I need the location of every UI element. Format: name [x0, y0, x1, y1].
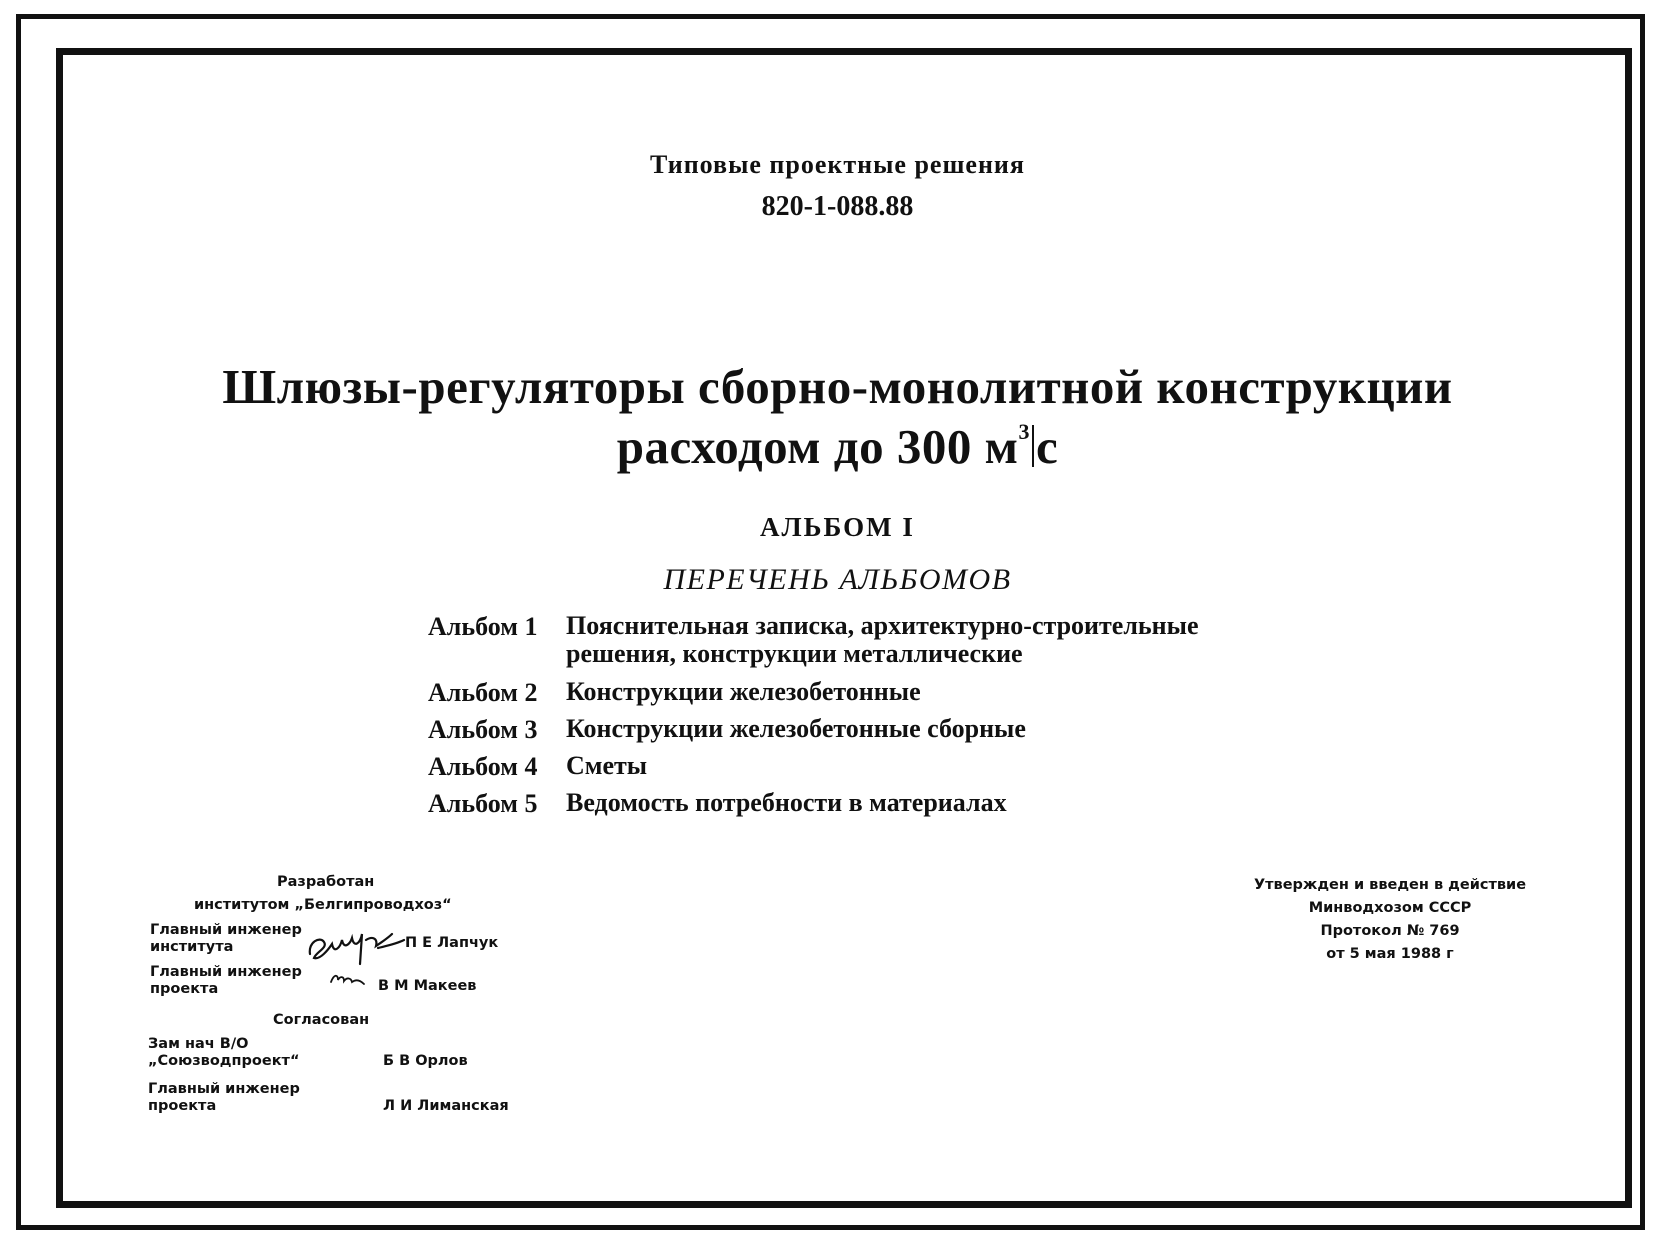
- chief-institute-name: П Е Лапчук: [405, 935, 499, 951]
- chief-project-label-line2: проекта: [150, 981, 219, 997]
- main-title-line2: [0, 418, 1675, 475]
- album-list: [428, 612, 1198, 826]
- chief-institute-label-line2: института: [150, 939, 234, 955]
- chief-project-label: [150, 964, 302, 998]
- deputy-label: [148, 1036, 299, 1070]
- chief-project-name: В М Макеев: [378, 978, 477, 994]
- album-list-item: [428, 752, 1198, 789]
- album-list-item: [428, 612, 1198, 678]
- signature-makeev-icon: [328, 968, 368, 992]
- project-code: 820-1-088.88: [761, 191, 914, 222]
- album-title-line2: решения, конструкции металлические: [566, 639, 1023, 668]
- developed-label: Разработан: [277, 874, 375, 890]
- signature-lapchuk-icon: [306, 920, 416, 970]
- album-title: Конструкции железобетонные сборные: [566, 714, 1026, 743]
- title-line2-prefix: расходом до 300 м: [616, 419, 1019, 474]
- main-title-line1: Шлюзы-регуляторы сборно-монолитной конструкции: [222, 359, 1453, 414]
- album-list-item: [428, 789, 1198, 826]
- unit-divider: [1032, 425, 1034, 467]
- title-unit-exponent: 3: [1018, 419, 1030, 444]
- album-list-heading: ПЕРЕЧЕНЬ АЛЬБОМОВ: [663, 563, 1012, 596]
- chief-institute-label: [150, 922, 302, 956]
- album-number: Альбом 3: [428, 715, 538, 744]
- album-list-item: [428, 678, 1198, 715]
- deputy-label-line1: Зам нач В/О: [148, 1036, 249, 1052]
- chief-engineer-name: Л И Лиманская: [383, 1098, 509, 1114]
- album-number: Альбом 4: [428, 752, 538, 781]
- approval-line4: от 5 мая 1988 г: [1326, 946, 1454, 962]
- chief-project-label-line1: Главный инженер: [150, 964, 302, 980]
- album-title: Конструкции железобетонные: [566, 677, 921, 706]
- series-title: Типовые проектные решения: [650, 150, 1025, 179]
- chief-engineer-label-line1: Главный инженер: [148, 1081, 300, 1097]
- album-list-item: [428, 715, 1198, 752]
- chief-institute-label-line1: Главный инженер: [150, 922, 302, 938]
- album-number: Альбом 2: [428, 678, 538, 707]
- approval-line2: Минводхозом СССР: [1308, 900, 1472, 916]
- title-line2-suffix: с: [1035, 419, 1059, 474]
- album-label: АЛЬБОМ I: [760, 512, 915, 542]
- album-title-line1: Пояснительная записка, архитектурно-строительные: [566, 611, 1199, 640]
- deputy-label-line2: „Союзводпроект“: [148, 1053, 300, 1069]
- approval-line1: Утвержден и введен в действие: [1253, 877, 1527, 893]
- album-title: Ведомость потребности в материалах: [566, 788, 1007, 817]
- approval-line3: Протокол № 769: [1320, 923, 1460, 939]
- chief-engineer-label-line2: проекта: [148, 1098, 217, 1114]
- album-number: Альбом 5: [428, 789, 538, 818]
- developed-institute: институтом „Белгипроводхоз“: [194, 897, 452, 913]
- agreed-label: Согласован: [273, 1012, 370, 1028]
- chief-engineer-label: [148, 1081, 300, 1115]
- album-title: Сметы: [566, 751, 648, 780]
- album-number: Альбом 1: [428, 612, 538, 641]
- deputy-name: Б В Орлов: [383, 1053, 468, 1069]
- approval-block: [1250, 874, 1530, 966]
